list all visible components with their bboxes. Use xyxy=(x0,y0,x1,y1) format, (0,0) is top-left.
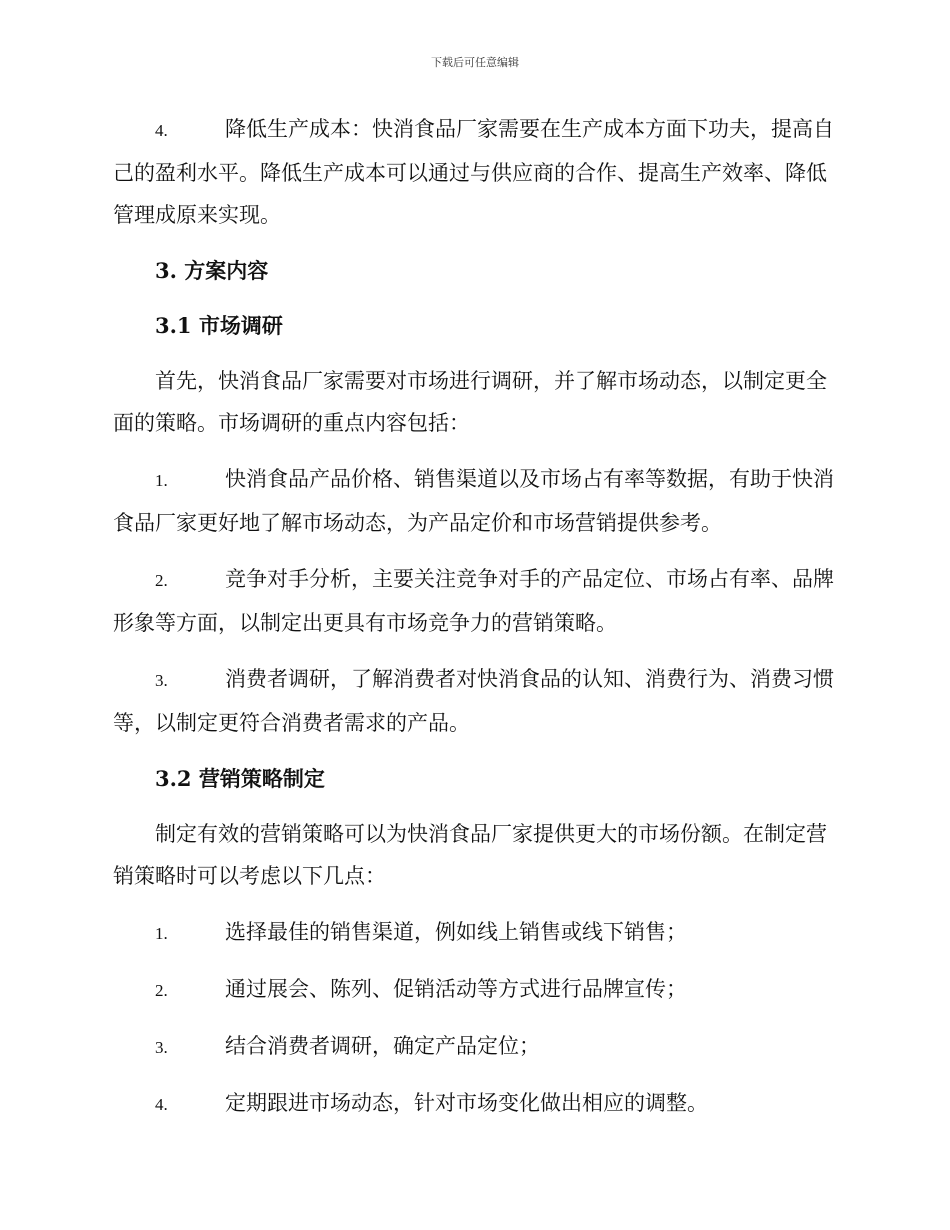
list-item-text: 选择最佳的销售渠道，例如线上销售或线下销售； xyxy=(225,920,687,944)
list-item xyxy=(113,1082,835,1126)
list-item-text: 通过展会、陈列、促销活动等方式进行品牌宣传； xyxy=(225,977,687,1001)
list-item xyxy=(113,658,835,744)
list-item-text: 快消食品产品价格、销售渠道以及市场占有率等数据，有助于快消食品厂家更好地了解市场动态，为产品定价和市场营销提供参考。 xyxy=(113,467,834,535)
list-item xyxy=(113,458,835,544)
list-item-text: 降低生产成本：快消食品厂家需要在生产成本方面下功夫，提高自己的盈利水平。降低生产成本可以通过与供应商的合作、提高生产效率、降低管理成原来实现。 xyxy=(113,117,834,227)
list-number: 3. xyxy=(155,1038,168,1057)
list-item xyxy=(113,911,835,955)
list-item-text: 消费者调研，了解消费者对快消食品的认知、消费行为、消费习惯等，以制定更符合消费者需求的产品。 xyxy=(113,667,834,735)
paragraph-marketing-strategy: 制定有效的营销策略可以为快消食品厂家提供更大的市场份额。在制定营销策略时可以考虑以下几点： xyxy=(113,822,827,888)
list-item-text: 竞争对手分析，主要关注竞争对手的产品定位、市场占有率、品牌形象等方面，以制定出更具有市场竞争力的营销策略。 xyxy=(113,567,834,635)
page-header: 下载后可任意编辑 xyxy=(431,56,519,69)
document-body xyxy=(113,108,835,1139)
list-item xyxy=(113,558,835,644)
list-number: 4. xyxy=(155,1095,168,1114)
list-number: 2. xyxy=(155,571,168,590)
paragraph-market-research: 首先，快消食品厂家需要对市场进行调研，并了解市场动态，以制定更全面的策略。市场调研的重点内容包括： xyxy=(113,369,827,435)
list-number: 2. xyxy=(155,981,168,1000)
list-item xyxy=(113,1025,835,1069)
section-heading-3-2: 3.2 营销策略制定 xyxy=(155,766,325,791)
list-number: 4. xyxy=(155,121,168,140)
list-item xyxy=(113,968,835,1012)
list-item-text: 结合消费者调研，确定产品定位； xyxy=(225,1034,540,1058)
list-number: 1. xyxy=(155,471,168,490)
list-number: 3. xyxy=(155,671,168,690)
list-number: 1. xyxy=(155,924,168,943)
list-item-text: 定期跟进市场动态，针对市场变化做出相应的调整。 xyxy=(225,1091,708,1115)
section-heading-3: 3. 方案内容 xyxy=(155,258,269,283)
section-heading-3-1: 3.1 市场调研 xyxy=(155,313,283,338)
list-item-reduce-cost xyxy=(113,108,835,236)
